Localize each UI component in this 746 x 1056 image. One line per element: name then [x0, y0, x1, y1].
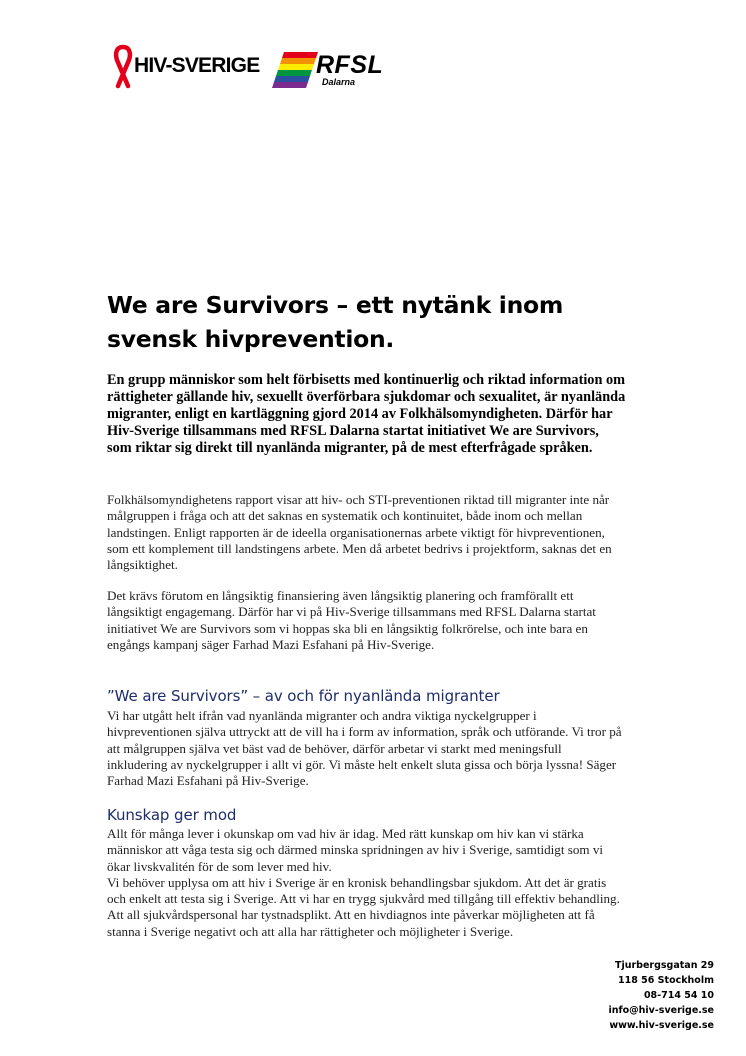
address-street: Tjurbergsgatan 29	[614, 960, 714, 971]
address-website[interactable]: www.hiv-sverige.se	[609, 1020, 714, 1031]
paragraph-4	[107, 826, 622, 940]
paragraph-2: Det krävs förutom en långsiktig finansiering även långsiktig planering och framförallt ett långsiktigt engagemang. Därför har vi på Hiv-Sverige tillsammans med RFSL Dalarna startat initiativet We are Survivors som vi hoppas ska bli en långsiktig folkrörelse, och inte bara en engångs kampanj säger Farhad Mazi Esfahani på Hiv-Sverige.	[107, 588, 596, 652]
address-phone: 08-714 54 10	[643, 990, 714, 1001]
address-email[interactable]: info@hiv-sverige.se	[608, 1005, 714, 1016]
section-heading-kunskap: Kunskap ger mod	[107, 806, 237, 824]
address-city: 118 56 Stockholm	[618, 975, 714, 986]
rfsl-logo-subtitle: Dalarna	[322, 77, 356, 87]
rfsl-dalarna-logo	[270, 49, 420, 93]
paragraph-4b: Vi behöver upplysa om att hiv i Sverige är en kronisk behandlingsbar sjukdom. Att det är gratis och enkelt att testa sig i Sverige. Att vi har en trygg sjukvård med tillgång till effektiv behandling. Att all sjukvårdspersonal har tystnadsplikt. Att en hivdiagnos inte påverkar möjligheten att få stanna i Sverige negativt och att alla har rättigheter och möjligheter i Sverige.	[107, 874, 620, 939]
contact-address	[608, 958, 714, 1033]
article-lead: En grupp människor som helt förbisetts med kontinuerlig och riktad information om rättigheter gällande hiv, sexuellt överförbara sjukdomar och sexualitet, är nyanlända migranter, enligt en kartläggning gjord 2014 av Folkhälsomyndigheten. Därför har Hiv-Sverige tillsammans med RFSL Dalarna startat initiativet We are Survivors, som riktar sig direkt till nyanlända migranter, på de mest efterfrågade språken.	[107, 372, 626, 457]
paragraph-3: Vi har utgått helt ifrån vad nyanlända migranter och andra viktiga nyckelgrupper i hivpreventionen själva uttryckt att de vill ha i form av information, språk och utförande. Vi tror på att målgruppen själva vet bäst vad de behöver, därför arbetar vi starkt med meningsfull inkludering av nyckelgrupper i allt vi gör. Vi måste helt enkelt sluta gissa och börja lyssna! Säger Farhad Mazi Esfahani på Hiv-Sverige.	[107, 708, 622, 789]
hiv-sverige-logo-text: HIV-SVERIGE	[134, 54, 260, 77]
paragraph-1: Folkhälsomyndighetens rapport visar att hiv- och STI-preventionen riktad till migranter inte når målgruppen i fråga och att det saknas en systematik och kontinuitet, både inom och mellan landstingen. Enligt rapporten är de ideella organisationernas arbete viktigt för hivpreventionen, som ett komplement till landstingens arbete. Men då arbetet bedrivs i projektform, saknas det en långsiktighet.	[107, 492, 612, 573]
rainbow-flag-icon	[270, 52, 318, 88]
section-heading-survivors: ”We are Survivors” – av och för nyanlända migranter	[107, 687, 500, 705]
article-title: We are Survivors – ett nytänk inom svensk hivprevention.	[107, 291, 564, 353]
hiv-sverige-logo	[107, 43, 267, 93]
paragraph-4a: Allt för många lever i okunskap om vad hiv är idag. Med rätt kunskap om hiv kan vi stärka människor att våga testa sig och därmed minska spridningen av hiv i Sverige, samtidigt som vi ökar livskvalitén för de som lever med hiv.	[107, 826, 604, 874]
rfsl-logo-text: RFSL	[316, 51, 384, 79]
page-header	[107, 43, 427, 93]
